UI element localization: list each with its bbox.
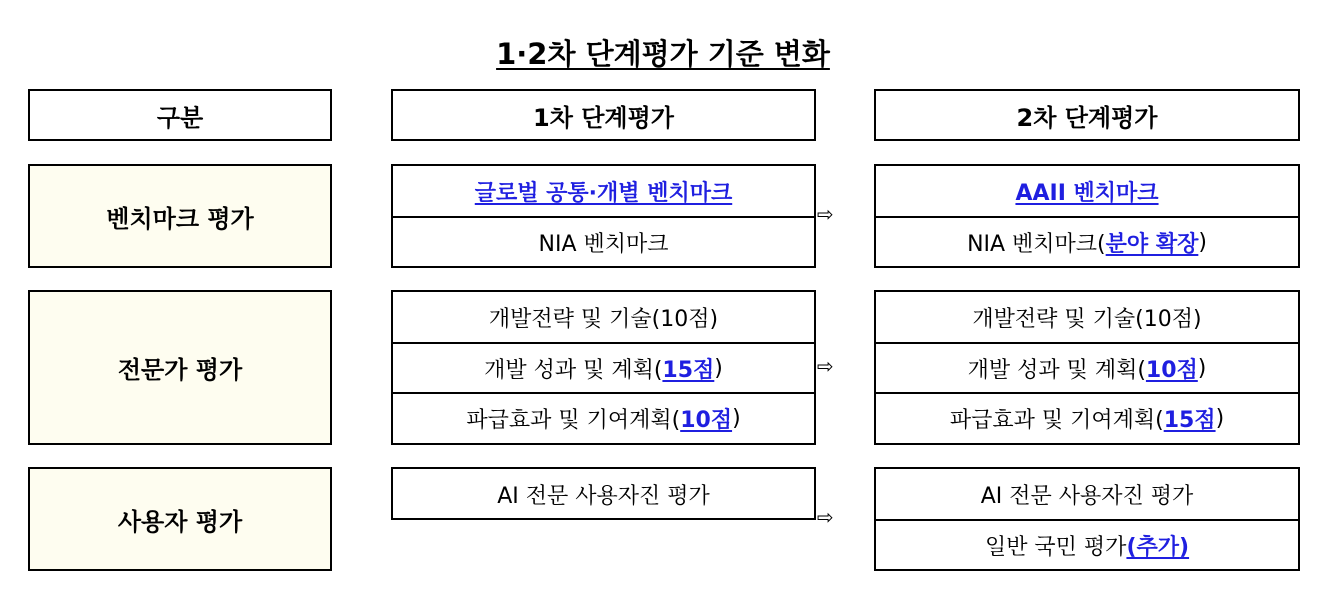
category-user	[28, 467, 332, 571]
arrow-right-icon: ⇨	[817, 354, 834, 378]
expert-stage2-item	[876, 342, 1298, 392]
user-stage2-public-highlight: (추가)	[1126, 534, 1190, 560]
user-stage1-expert-panel: AI 전문 사용자진 평가	[497, 483, 710, 509]
header-stage2	[874, 89, 1300, 141]
benchmark-stage1-item	[393, 216, 814, 266]
user-stage1-item	[393, 469, 814, 519]
benchmark-stage2-nia-suffix: )	[1198, 229, 1207, 255]
benchmark-stage1-nia: NIA 벤치마크	[538, 231, 669, 257]
expert-stage1-item	[393, 392, 814, 442]
expert-stage1-results-suffix: )	[714, 355, 723, 381]
expert-stage2-impact-prefix: 파급효과 및 기여계획(	[949, 407, 1164, 433]
page-title-text: 1·2차 단계평가 기준 변화	[496, 37, 830, 71]
expert-stage1-impact-suffix: )	[732, 405, 741, 431]
category-benchmark	[28, 164, 332, 268]
header-category-label: 구분	[156, 103, 204, 132]
expert-stage1-results-prefix: 개발 성과 및 계획(	[484, 357, 663, 383]
expert-stage2-results-score: 10점	[1145, 357, 1198, 383]
arrow-right-icon: ⇨	[817, 505, 834, 529]
category-expert-label: 전문가 평가	[117, 356, 243, 384]
expert-stage2-strategy: 개발전략 및 기술(10점)	[972, 306, 1202, 332]
user-stage2-item	[876, 469, 1298, 519]
user-stage2-expert-panel: AI 전문 사용자진 평가	[980, 483, 1194, 509]
category-benchmark-label: 벤치마크 평가	[106, 204, 254, 233]
benchmark-stage1-global: 글로벌 공통·개별 벤치마크	[474, 180, 733, 206]
benchmark-stage2-item	[876, 216, 1298, 266]
user-stage2-public-prefix: 일반 국민 평가	[984, 534, 1127, 560]
expert-stage2-impact-score: 15점	[1163, 407, 1216, 433]
user-stage2-item	[876, 519, 1298, 569]
expert-stage1-impact-prefix: 파급효과 및 기여계획(	[466, 407, 681, 433]
expert-stage1-impact-score: 10점	[680, 407, 733, 433]
expert-stage1-strategy: 개발전략 및 기술(10점)	[488, 306, 719, 332]
expert-stage2-results-prefix: 개발 성과 및 계획(	[967, 357, 1146, 383]
benchmark-stage2-aaii: AAII 벤치마크	[1015, 180, 1159, 206]
user-stage1	[391, 467, 816, 520]
benchmark-stage1-item	[393, 166, 814, 216]
category-expert	[28, 290, 332, 445]
page-title	[0, 32, 1326, 76]
expert-stage2-impact-suffix: )	[1215, 405, 1225, 431]
expert-stage2	[874, 290, 1300, 445]
header-stage2-label: 2차 단계평가	[1016, 103, 1158, 132]
expert-stage2-results-suffix: )	[1197, 355, 1207, 381]
expert-stage2-item	[876, 392, 1298, 442]
expert-stage1-results-score: 15점	[662, 357, 715, 383]
expert-stage1	[391, 290, 816, 445]
benchmark-stage2-nia-prefix: NIA 벤치마크(	[967, 231, 1106, 257]
category-user-label: 사용자 평가	[117, 507, 243, 536]
expert-stage1-item	[393, 342, 814, 392]
header-stage1	[391, 89, 816, 141]
expert-stage2-item	[876, 292, 1298, 342]
benchmark-stage2-nia-highlight: 분야 확장	[1105, 231, 1199, 257]
arrow-right-icon: ⇨	[817, 202, 834, 226]
benchmark-stage2	[874, 164, 1300, 268]
benchmark-stage1	[391, 164, 816, 268]
expert-stage1-item	[393, 292, 814, 342]
header-category	[28, 89, 332, 141]
benchmark-stage2-item	[876, 166, 1298, 216]
user-stage2	[874, 467, 1300, 571]
header-stage1-label: 1차 단계평가	[533, 103, 674, 132]
